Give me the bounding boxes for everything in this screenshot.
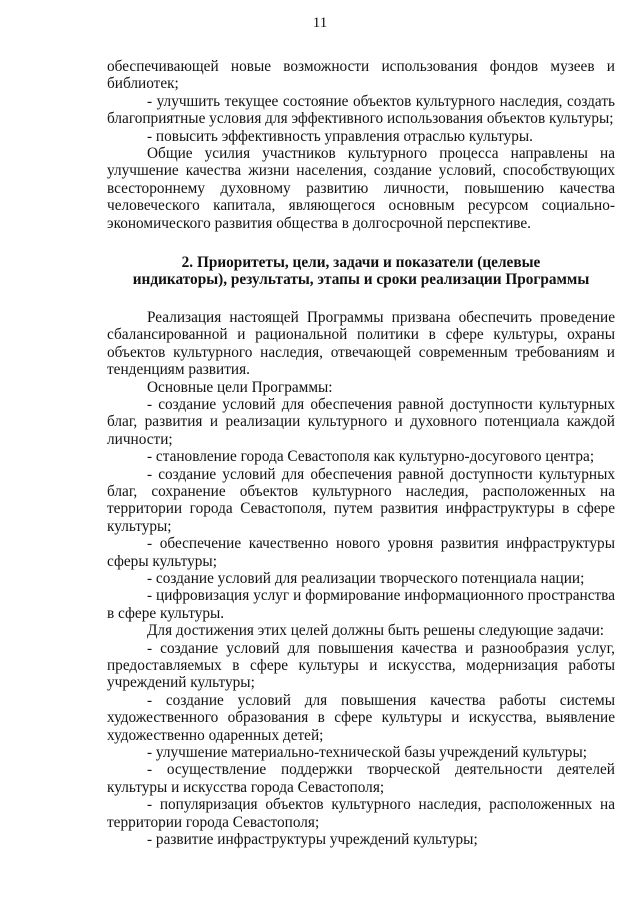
list-item: - создание условий для обеспечения равной доступности культурных благ, развития и реализации культурного и духовного потенциала каждой личности; — [107, 395, 615, 448]
list-item: - повысить эффективность управления отраслью культуры. — [147, 127, 533, 145]
page-number: 11 — [312, 15, 328, 31]
list-item: - создание условий для повышения качества работы системы художественного образования в сфере культуры и искусства, выявление художественно одаренных детей; — [107, 691, 615, 744]
list-item: - развитие инфраструктуры учреждений культуры; — [147, 831, 478, 849]
paragraph: обеспечивающей новые возможности использования фондов музеев и библиотек; — [107, 58, 615, 93]
section-heading-line: индикаторы), результаты, этапы и сроки реализации Программы — [132, 271, 590, 289]
paragraph: Реализация настоящей Программы призвана обеспечить проведение сбалансированной и рациональной политики в сфере культуры, охраны объектов культурного наследия, отвечающей современным требованиям и тенденциям развития. — [107, 308, 615, 379]
paragraph: Основные цели Программы: — [147, 378, 333, 396]
list-item: - обеспечение качественно нового уровня развития инфраструктуры сферы культуры; — [107, 535, 615, 570]
list-item: - улучшить текущее состояние объектов культурного наследия, создать благоприятные условия для эффективного использования объектов культуры; — [107, 92, 615, 128]
document-body — [107, 58, 615, 848]
paragraph: Общие усилия участников культурного процесса направлены на улучшение качества жизни населения, создание условий, способствующих всестороннему духовному развитию личности, повышению качества человеческого капитала, являющегося основным ресурсом социально-экономического развития общества в долгосрочной перспективе. — [107, 145, 615, 232]
list-item: - создание условий для обеспечения равной доступности культурных благ, сохранение объектов культурного наследия, расположенных на территории города Севастополя, путем развития инфраструктуры в сфере культуры; — [107, 465, 615, 535]
list-item: - осуществление поддержки творческой деятельности деятелей культуры и искусства города Севастополя; — [107, 761, 615, 796]
list-item: - становление города Севастополя как культурно-досугового центра; — [147, 448, 595, 466]
list-item: - популяризация объектов культурного наследия, расположенных на территории города Севастополя; — [107, 796, 615, 831]
list-item: - создание условий для повышения качества и разнообразия услуг, предоставляемых в сфере культуры и искусства, модернизация работы учреждений культуры; — [107, 639, 615, 692]
section-heading-line: 2. Приоритеты, цели, задачи и показатели (целевые — [181, 254, 541, 272]
section-heading — [107, 254, 615, 289]
list-item: - создание условий для реализации творческого потенциала нации; — [147, 569, 585, 587]
list-item: - цифровизация услуг и формирование информационного пространства в сфере культуры. — [107, 587, 615, 622]
paragraph: Для достижения этих целей должны быть решены следующие задачи: — [147, 622, 605, 640]
list-item: - улучшение материально-технической базы учреждений культуры; — [147, 744, 587, 762]
